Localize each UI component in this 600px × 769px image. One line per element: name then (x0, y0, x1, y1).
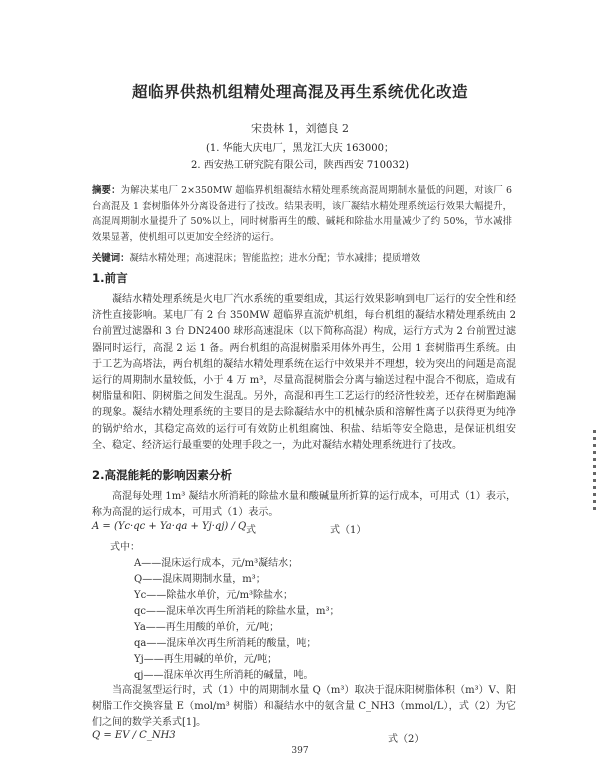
scan-edge-marks (593, 430, 596, 510)
keywords (92, 250, 512, 264)
definition-line: qa——混床单次再生所消耗的酸量，吨； (134, 638, 317, 649)
section-2-body: 当高混氢型运行时，式（1）中的周期制水量 Q（m³）取决于混床阳树脂体积（m³）V、阳树脂工作交换容量 E（mol/m³ 树脂）和凝结水中的氨含量 C_NH3（mmol/L），式（2）为它们之间的数学关系式[1]。 (92, 685, 516, 729)
keywords-text: 凝结水精处理；高速混床；智能监控；进水分配；节水减排；提质增效 (129, 253, 421, 264)
definition-line: qc——混床单次再生所消耗的除盐水量，m³； (134, 606, 340, 617)
abstract-label: 摘要： (92, 185, 121, 196)
definition-line: Yj——再生用碱的单价，元/吨； (134, 654, 278, 665)
abstract (92, 183, 512, 245)
where-label: 式中： (110, 542, 140, 553)
section-2-intro: 高混每处理 1m³ 凝结水所消耗的除盐水量和酸碱量所折算的运行成本，可用式（1）表示，称为高混的运行成本，可用式（1）表示。 (92, 491, 516, 519)
formula-2: Q = EV / C_NH3 (92, 730, 176, 741)
affiliation-line-2: 2. 西安热工研究院有限公司，陕西西安 710032) (191, 160, 409, 171)
paper-title: 超临界供热机组精处理高混及再生系统优化改造 (131, 83, 468, 101)
affiliation-line-1: (1. 华能大庆电厂，黑龙江大庆 163000； (206, 143, 394, 154)
formula-2-label: 式（2） (388, 734, 425, 745)
formula-1-suffix: 式 (246, 525, 256, 536)
definition-line: A——混床运行成本，元/m³凝结水； (134, 558, 299, 569)
definition-line: qj——混床单次再生所消耗的碱量，吨。 (134, 670, 314, 681)
definition-line: Yc——除盐水单价，元/m³除盐水； (134, 590, 294, 601)
page-number: 397 (291, 746, 309, 756)
keywords-label: 关键词： (92, 253, 130, 264)
abstract-text: 为解决某电厂 2×350MW 超临界机组凝结水精处理系统高混周期制水量低的问题，对该厂 6 台高混及 1 套树脂体外分离设备进行了技改。结果表明，该厂凝结水精处理系统运行效果大幅提升，高混周期制水量提升了 50%以上，同时树脂再生的酸、碱耗和除盐水用量减少了约 50%，节水减排效果显著，使机组可以更加安全经济的运行。 (92, 185, 512, 243)
section-1-heading: 1.前言 (92, 271, 128, 285)
formula-1: A = (Yc·qc + Ya·qa + Yj·qj) / Q (92, 521, 247, 532)
section-1-body: 凝结水精处理系统是火电厂汽水系统的重要组成，其运行效果影响到电厂运行的安全性和经济性直接影响。某电厂有 2 台 350MW 超临界直流炉机组，每台机组的凝结水精处理系统由 2 台前置过滤器和 3 台 DN2400 球形高速混床（以下简称高混）构成，运行方式为 2 台前置过滤器同时运行，高混 2 运 1 备。两台机组的高混树脂采用体外再生，公用 1 套树脂再生系统。由于工艺为高塔法，两台机组的凝结水精处理系统在运行中效果并不理想，较为突出的问题是高混运行的周期制水量较低，小于 4 万 m³，尽量高混树脂会分离与输送过程中混合不彻底，造成有树脂量和阳、阴树脂之间发生混乱。另外，高混和再生工艺运行的经济性较差，还存在树脂跑漏的现象。凝结水精处理系统的主要目的是去除凝结水中的机械杂质和溶解性离子以获得更为纯净的锅炉给水，其稳定高效的运行可有效防止机组腐蚀、积盐、结垢等安全隐患，是保证机组安全、稳定、经济运行最重要的处理手段之一，为此对凝结水精处理系统进行了技改。 (92, 294, 517, 451)
section-2-heading: 2.高混能耗的影响因素分析 (92, 468, 233, 482)
definition-line: Q——混床周期制水量，m³； (134, 574, 266, 585)
author-line: 宋贵林 1，刘德良 2 (251, 122, 349, 135)
formula-1-label: 式（1） (330, 525, 367, 536)
definition-line: Ya——再生用酸的单价，元/吨； (134, 622, 280, 633)
